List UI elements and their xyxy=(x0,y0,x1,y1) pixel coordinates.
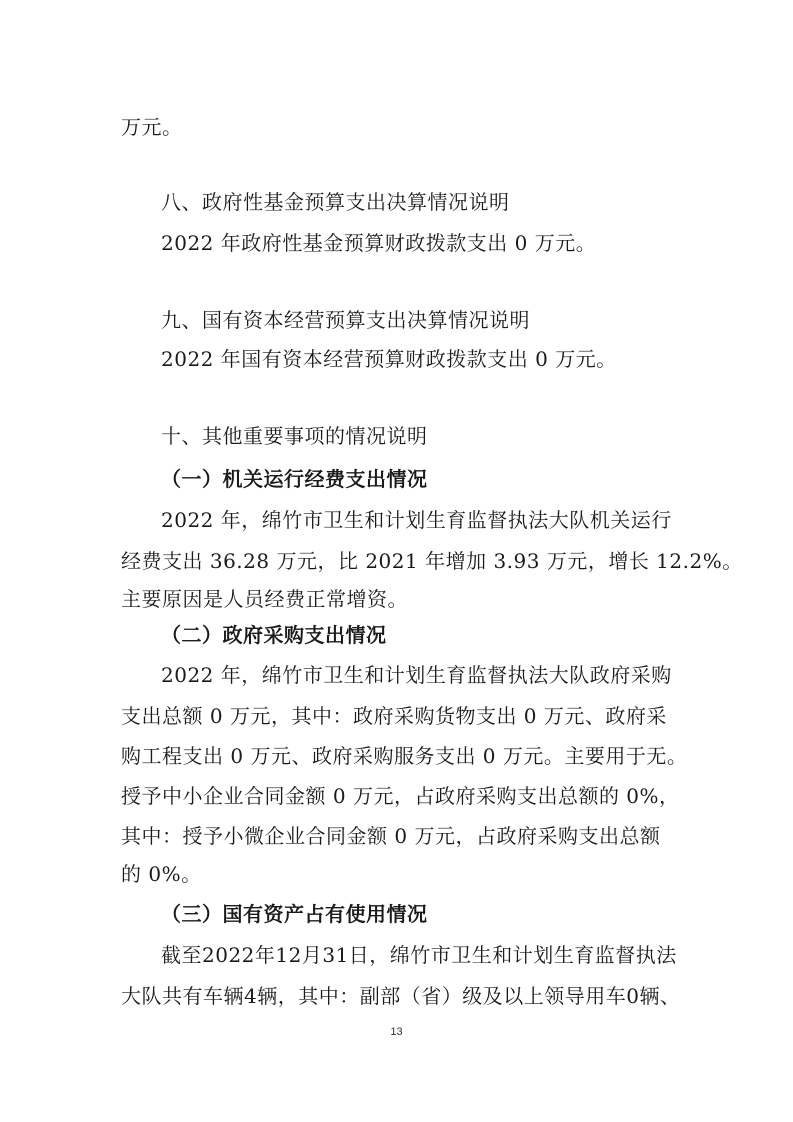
paragraph-line: 主要原因是人员经费正常增资。 xyxy=(121,587,408,611)
paragraph-line: 购工程支出 0 万元、政府采购服务支出 0 万元。主要用于无。 xyxy=(121,744,688,768)
paragraph-line: 2022 年国有资本经营预算财政拨款支出 0 万元。 xyxy=(161,347,617,371)
subsection-heading: （一）机关运行经费支出情况 xyxy=(161,467,428,491)
paragraph-line: 的 0%。 xyxy=(121,862,202,886)
paragraph-line: 授予中小企业合同金额 0 万元，占政府采购支出总额的 0%， xyxy=(121,784,680,808)
page-number: 13 xyxy=(390,1026,403,1038)
section-heading: 九、国有资本经营预算支出决算情况说明 xyxy=(161,308,530,332)
paragraph-line: 经费支出 36.28 万元，比 2021 年增加 3.93 万元，增长 12.2%。 xyxy=(121,549,743,573)
paragraph-line: 2022 年政府性基金预算财政拨款支出 0 万元。 xyxy=(161,231,597,255)
section-heading: 十、其他重要事项的情况说明 xyxy=(161,424,428,448)
paragraph-line: 截至2022年12月31日，绵竹市卫生和计划生育监督执法 xyxy=(161,943,677,967)
paragraph-line: 2022 年，绵竹市卫生和计划生育监督执法大队机关运行 xyxy=(161,508,672,532)
paragraph-line: 2022 年，绵竹市卫生和计划生育监督执法大队政府采购 xyxy=(161,663,672,687)
subsection-heading: （三）国有资产占有使用情况 xyxy=(161,902,428,926)
paragraph-line: 大队共有车辆4辆，其中：副部（省）级及以上领导用车0辆、 xyxy=(121,984,681,1008)
paragraph-line: 万元。 xyxy=(121,115,183,139)
paragraph-line: 其中：授予小微企业合同金额 0 万元，占政府采购支出总额 xyxy=(121,824,661,848)
subsection-heading: （二）政府采购支出情况 xyxy=(161,623,387,647)
section-heading: 八、政府性基金预算支出决算情况说明 xyxy=(161,190,510,214)
paragraph-line: 支出总额 0 万元，其中：政府采购货物支出 0 万元、政府采 xyxy=(121,704,667,728)
